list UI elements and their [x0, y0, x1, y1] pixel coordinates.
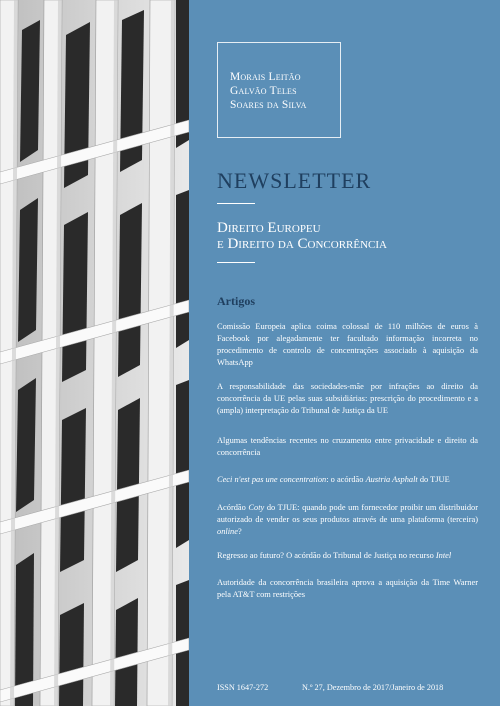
article-4-text: : o acórdão [326, 475, 366, 484]
article-5-text: Acórdão [217, 503, 249, 512]
article-item-1[interactable]: Comissão Europeia aplica coima colossal de 110 milhões de euros à Facebook por alegadamente ter facultado informação incorreta no procedimento de controlo de concentrações associado à aquisição da WhatsApp [217, 322, 478, 367]
subtitle-divider [217, 262, 255, 263]
article-6-text: Regresso ao futuro? O acórdão do Tribunal de Justiça no recurso [217, 551, 436, 560]
section-heading-articles: Artigos [217, 294, 255, 308]
article-item-7[interactable]: Autoridade da concorrência brasileira aprova a aquisição da Time Warner pela AT&T com restrições [217, 578, 478, 599]
firm-name-line1: Morais Leitão [230, 71, 301, 83]
firm-logo [217, 42, 341, 138]
article-5-case-name: Coty [248, 503, 265, 512]
article-item-4[interactable] [217, 474, 478, 486]
subtitle-line1: Direito Europeu [217, 220, 321, 236]
article-4-case-name: Austria Asphalt [365, 475, 418, 484]
newsletter-title: NEWSLETTER [217, 168, 372, 193]
issn: ISSN 1647-272 [217, 683, 269, 692]
article-item-2[interactable]: A responsabilidade das sociedades-mãe por infrações ao direito da concorrência da UE pelas suas subsidiárias: prescrição do procedimento e a (ampla) interpretação do Tribunal de Justiça da UE [217, 382, 478, 415]
subtitle-line2: e Direito da Concorrência [217, 236, 387, 252]
article-4-text-end: do TJUE [417, 475, 450, 484]
cover-photo-building [0, 0, 189, 706]
firm-name-line2: Galvão Teles [230, 85, 297, 97]
firm-name-line3: Soares da Silva [230, 99, 307, 111]
article-5-online: online [217, 527, 238, 536]
article-item-5[interactable] [217, 502, 478, 538]
article-6-case-name: Intel [435, 551, 452, 560]
article-5-text-mid: do TJUE: quando pode um fornecedor proibir um distribuidor autorizado de vender os seus produtos através de uma plataforma (terceira) [217, 503, 478, 524]
cover-panel [189, 0, 500, 706]
building-facade-image [0, 0, 189, 706]
article-5-text-end: ? [237, 527, 242, 536]
article-item-6[interactable] [217, 550, 478, 562]
article-4-title-italic: Ceci n'est pas une concentration [217, 475, 327, 484]
title-divider [217, 203, 255, 204]
issue-number: N.º 27, Dezembro de 2017/Janeiro de 2018 [302, 683, 444, 692]
article-item-3[interactable]: Algumas tendências recentes no cruzamento entre privacidade e direito da concorrência [217, 436, 478, 457]
